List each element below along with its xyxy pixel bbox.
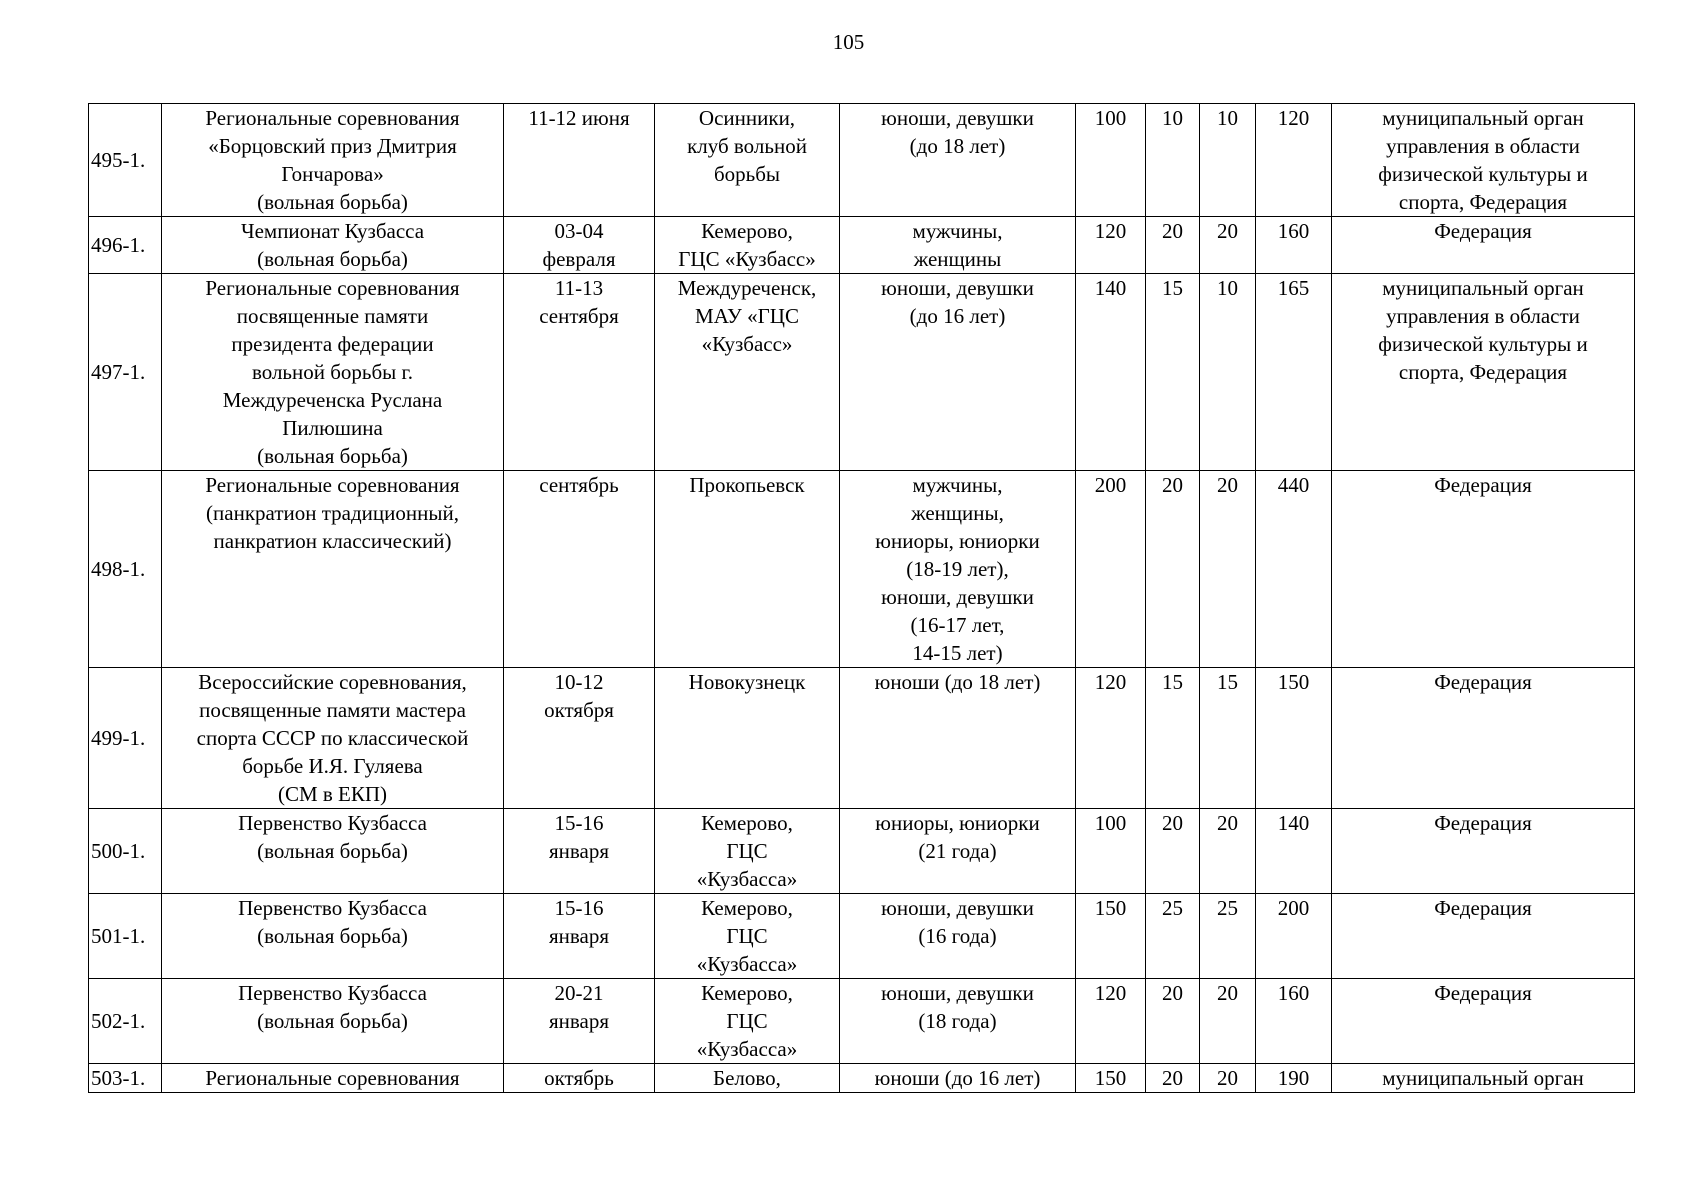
table-row	[89, 894, 1635, 979]
event-participants: юноши (до 18 лет)	[840, 668, 1076, 809]
row-number: 495-1.	[89, 104, 162, 217]
event-place: Междуреченск, МАУ «ГЦС «Кузбасс»	[655, 274, 840, 471]
table-row	[89, 1064, 1635, 1093]
count-total: 150	[1256, 668, 1332, 809]
event-name: Первенство Кузбасса (вольная борьба)	[162, 979, 504, 1064]
count-1: 140	[1076, 274, 1146, 471]
table-row	[89, 471, 1635, 668]
count-3: 10	[1200, 274, 1256, 471]
count-1: 120	[1076, 979, 1146, 1064]
row-number: 502-1.	[89, 979, 162, 1064]
event-date: 11-12 июня	[504, 104, 655, 217]
count-1: 200	[1076, 471, 1146, 668]
event-participants: юниоры, юниорки (21 года)	[840, 809, 1076, 894]
table-row	[89, 809, 1635, 894]
event-place: Белово,	[655, 1064, 840, 1093]
event-place: Прокопьевск	[655, 471, 840, 668]
count-total: 440	[1256, 471, 1332, 668]
event-organizer: Федерация	[1332, 894, 1635, 979]
row-number: 497-1.	[89, 274, 162, 471]
event-participants: юноши (до 16 лет)	[840, 1064, 1076, 1093]
event-participants: юноши, девушки (16 года)	[840, 894, 1076, 979]
event-participants: мужчины, женщины, юниоры, юниорки (18-19 лет), юноши, девушки (16-17 лет, 14-15 лет)	[840, 471, 1076, 668]
event-name: Первенство Кузбасса (вольная борьба)	[162, 894, 504, 979]
count-3: 20	[1200, 1064, 1256, 1093]
row-number: 498-1.	[89, 471, 162, 668]
event-date: 15-16 января	[504, 809, 655, 894]
event-name: Региональные соревнования	[162, 1064, 504, 1093]
event-date: сентябрь	[504, 471, 655, 668]
event-place: Кемерово, ГЦС «Кузбасса»	[655, 894, 840, 979]
count-1: 120	[1076, 668, 1146, 809]
event-organizer: Федерация	[1332, 668, 1635, 809]
event-place: Новокузнецк	[655, 668, 840, 809]
count-3: 20	[1200, 217, 1256, 274]
row-number: 496-1.	[89, 217, 162, 274]
count-1: 100	[1076, 809, 1146, 894]
event-participants: юноши, девушки (до 16 лет)	[840, 274, 1076, 471]
event-date: октябрь	[504, 1064, 655, 1093]
count-2: 10	[1146, 104, 1200, 217]
event-date: 03-04 февраля	[504, 217, 655, 274]
event-organizer: муниципальный орган управления в области физической культуры и спорта, Федерация	[1332, 104, 1635, 217]
event-date: 10-12 октября	[504, 668, 655, 809]
count-3: 10	[1200, 104, 1256, 217]
event-name: Чемпионат Кузбасса (вольная борьба)	[162, 217, 504, 274]
count-2: 15	[1146, 668, 1200, 809]
count-total: 160	[1256, 217, 1332, 274]
count-2: 15	[1146, 274, 1200, 471]
count-total: 200	[1256, 894, 1332, 979]
count-3: 25	[1200, 894, 1256, 979]
count-2: 20	[1146, 217, 1200, 274]
count-total: 160	[1256, 979, 1332, 1064]
event-participants: мужчины, женщины	[840, 217, 1076, 274]
count-3: 20	[1200, 809, 1256, 894]
event-organizer: муниципальный орган	[1332, 1064, 1635, 1093]
event-name: Региональные соревнования «Борцовский приз Дмитрия Гончарова» (вольная борьба)	[162, 104, 504, 217]
count-2: 20	[1146, 979, 1200, 1064]
row-number: 500-1.	[89, 809, 162, 894]
count-3: 20	[1200, 471, 1256, 668]
event-organizer: Федерация	[1332, 979, 1635, 1064]
count-3: 15	[1200, 668, 1256, 809]
row-number: 503-1.	[89, 1064, 162, 1093]
count-1: 150	[1076, 894, 1146, 979]
event-name: Региональные соревнования посвященные памяти президента федерации вольной борьбы г. Междуреченска Руслана Пилюшина (вольная борьба)	[162, 274, 504, 471]
row-number: 499-1.	[89, 668, 162, 809]
count-total: 165	[1256, 274, 1332, 471]
count-total: 120	[1256, 104, 1332, 217]
event-name: Всероссийские соревнования, посвященные памяти мастера спорта СССР по классической борьбе И.Я. Гуляева (СМ в ЕКП)	[162, 668, 504, 809]
count-1: 150	[1076, 1064, 1146, 1093]
event-place: Осинники, клуб вольной борьбы	[655, 104, 840, 217]
event-organizer: Федерация	[1332, 217, 1635, 274]
event-organizer: Федерация	[1332, 809, 1635, 894]
event-date: 15-16 января	[504, 894, 655, 979]
count-1: 120	[1076, 217, 1146, 274]
table-row	[89, 979, 1635, 1064]
event-name: Региональные соревнования (панкратион традиционный, панкратион классический)	[162, 471, 504, 668]
event-participants: юноши, девушки (до 18 лет)	[840, 104, 1076, 217]
event-organizer: Федерация	[1332, 471, 1635, 668]
count-2: 20	[1146, 471, 1200, 668]
table-row	[89, 104, 1635, 217]
count-2: 25	[1146, 894, 1200, 979]
event-name: Первенство Кузбасса (вольная борьба)	[162, 809, 504, 894]
count-total: 140	[1256, 809, 1332, 894]
row-number: 501-1.	[89, 894, 162, 979]
event-place: Кемерово, ГЦС «Кузбасс»	[655, 217, 840, 274]
event-place: Кемерово, ГЦС «Кузбасса»	[655, 809, 840, 894]
events-table	[88, 103, 1635, 1093]
count-total: 190	[1256, 1064, 1332, 1093]
table-row	[89, 274, 1635, 471]
event-date: 11-13 сентября	[504, 274, 655, 471]
table-row	[89, 217, 1635, 274]
event-participants: юноши, девушки (18 года)	[840, 979, 1076, 1064]
count-3: 20	[1200, 979, 1256, 1064]
event-place: Кемерово, ГЦС «Кузбасса»	[655, 979, 840, 1064]
event-date: 20-21 января	[504, 979, 655, 1064]
page-number: 105	[832, 30, 865, 54]
count-2: 20	[1146, 1064, 1200, 1093]
count-1: 100	[1076, 104, 1146, 217]
event-organizer: муниципальный орган управления в области физической культуры и спорта, Федерация	[1332, 274, 1635, 471]
count-2: 20	[1146, 809, 1200, 894]
table-row	[89, 668, 1635, 809]
